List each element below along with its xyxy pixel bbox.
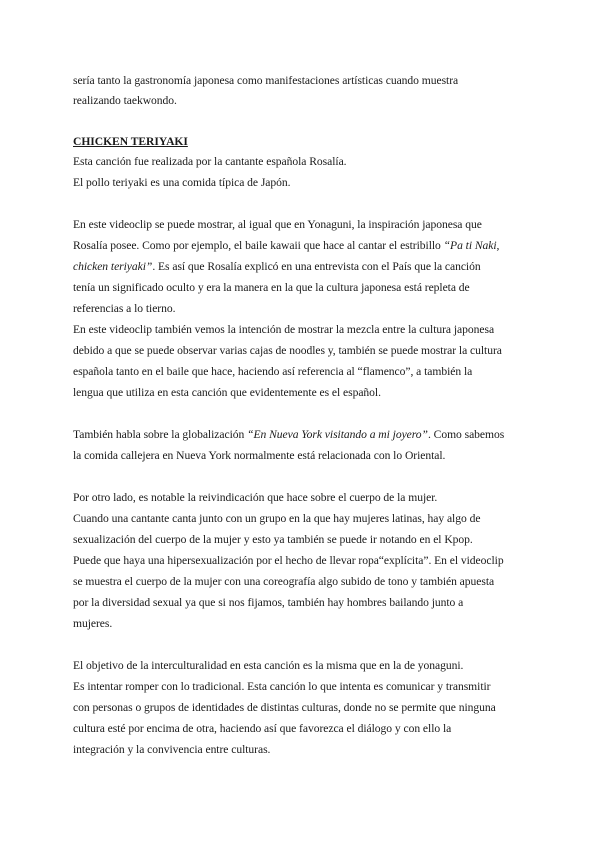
text-line: se muestra el cuerpo de la mujer con una coreografía algo subido de tono y también apuesta bbox=[73, 575, 495, 588]
song-quote: “Pa ti Naki, bbox=[443, 239, 500, 252]
text-line: española tanto en el baile que hace, haciendo así referencia al “flamenco”, a también la bbox=[73, 365, 473, 378]
text-line: El pollo teriyaki es una comida típica de Japón. bbox=[73, 176, 291, 189]
text-line: mujeres. bbox=[73, 617, 113, 630]
text-segment: También habla sobre la globalización bbox=[73, 428, 248, 441]
text-line: Cuando una cantante canta junto con un grupo en la que hay mujeres latinas, hay algo de bbox=[73, 512, 481, 525]
text-line: cultura esté por encima de otra, haciendo así que favorezca el diálogo y con ello la bbox=[73, 722, 452, 735]
text-line: El objetivo de la interculturalidad en esta canción es la misma que en la de yonaguni. bbox=[73, 659, 464, 672]
text-line: En este videoclip también vemos la intención de mostrar la mezcla entre la cultura japonesa bbox=[73, 323, 495, 336]
text-line: tenía un significado oculto y era la manera en la que la cultura japonesa está repleta de bbox=[73, 281, 470, 294]
text-line: lengua que utiliza en esta canción que evidentemente es el español. bbox=[73, 386, 381, 399]
text-line: integración y la convivencia entre culturas. bbox=[73, 743, 271, 756]
text-line: sería tanto la gastronomía japonesa como manifestaciones artísticas cuando muestra bbox=[73, 74, 459, 87]
section-heading: CHICKEN TERIYAKI bbox=[73, 135, 188, 148]
text-line bbox=[73, 260, 481, 274]
song-quote: chicken teriyaki” bbox=[73, 260, 153, 273]
text-segment: . Como sabemos bbox=[427, 428, 505, 441]
text-line: realizando taekwondo. bbox=[73, 94, 177, 107]
text-line: con personas o grupos de identidades de distintas culturas, donde no se permite que ninguna bbox=[73, 701, 496, 714]
text-segment: Rosalía posee. Como por ejemplo, el baile kawaii que hace al cantar el estribillo bbox=[73, 239, 444, 252]
text-line: la comida callejera en Nueva York normalmente está relacionada con lo Oriental. bbox=[73, 449, 446, 462]
text-line: Puede que haya una hipersexualización por el hecho de llevar ropa“explícita”. En el videoclip bbox=[73, 554, 504, 567]
text-line: por la diversidad sexual ya que si nos fijamos, también hay hombres bailando junto a bbox=[73, 596, 464, 609]
text-line: Esta canción fue realizada por la cantante española Rosalía. bbox=[73, 155, 347, 168]
text-line: En este videoclip se puede mostrar, al igual que en Yonaguni, la inspiración japonesa que bbox=[73, 218, 482, 231]
song-quote: “En Nueva York visitando a mi joyero” bbox=[247, 428, 428, 441]
text-line bbox=[73, 239, 499, 253]
text-line bbox=[73, 428, 504, 442]
text-line: sexualización del cuerpo de la mujer y esto ya también se puede ir notando en el Kpop. bbox=[73, 533, 473, 546]
text-line: Por otro lado, es notable la reivindicación que hace sobre el cuerpo de la mujer. bbox=[73, 491, 438, 504]
text-line: debido a que se puede observar varias cajas de noodles y, también se puede mostrar la cultura bbox=[73, 344, 502, 357]
text-segment: . Es así que Rosalía explicó en una entrevista con el País que la canción bbox=[152, 260, 481, 273]
text-line: referencias a lo tierno. bbox=[73, 302, 176, 315]
text-line: Es intentar romper con lo tradicional. Esta canción lo que intenta es comunicar y transmitir bbox=[73, 680, 491, 693]
